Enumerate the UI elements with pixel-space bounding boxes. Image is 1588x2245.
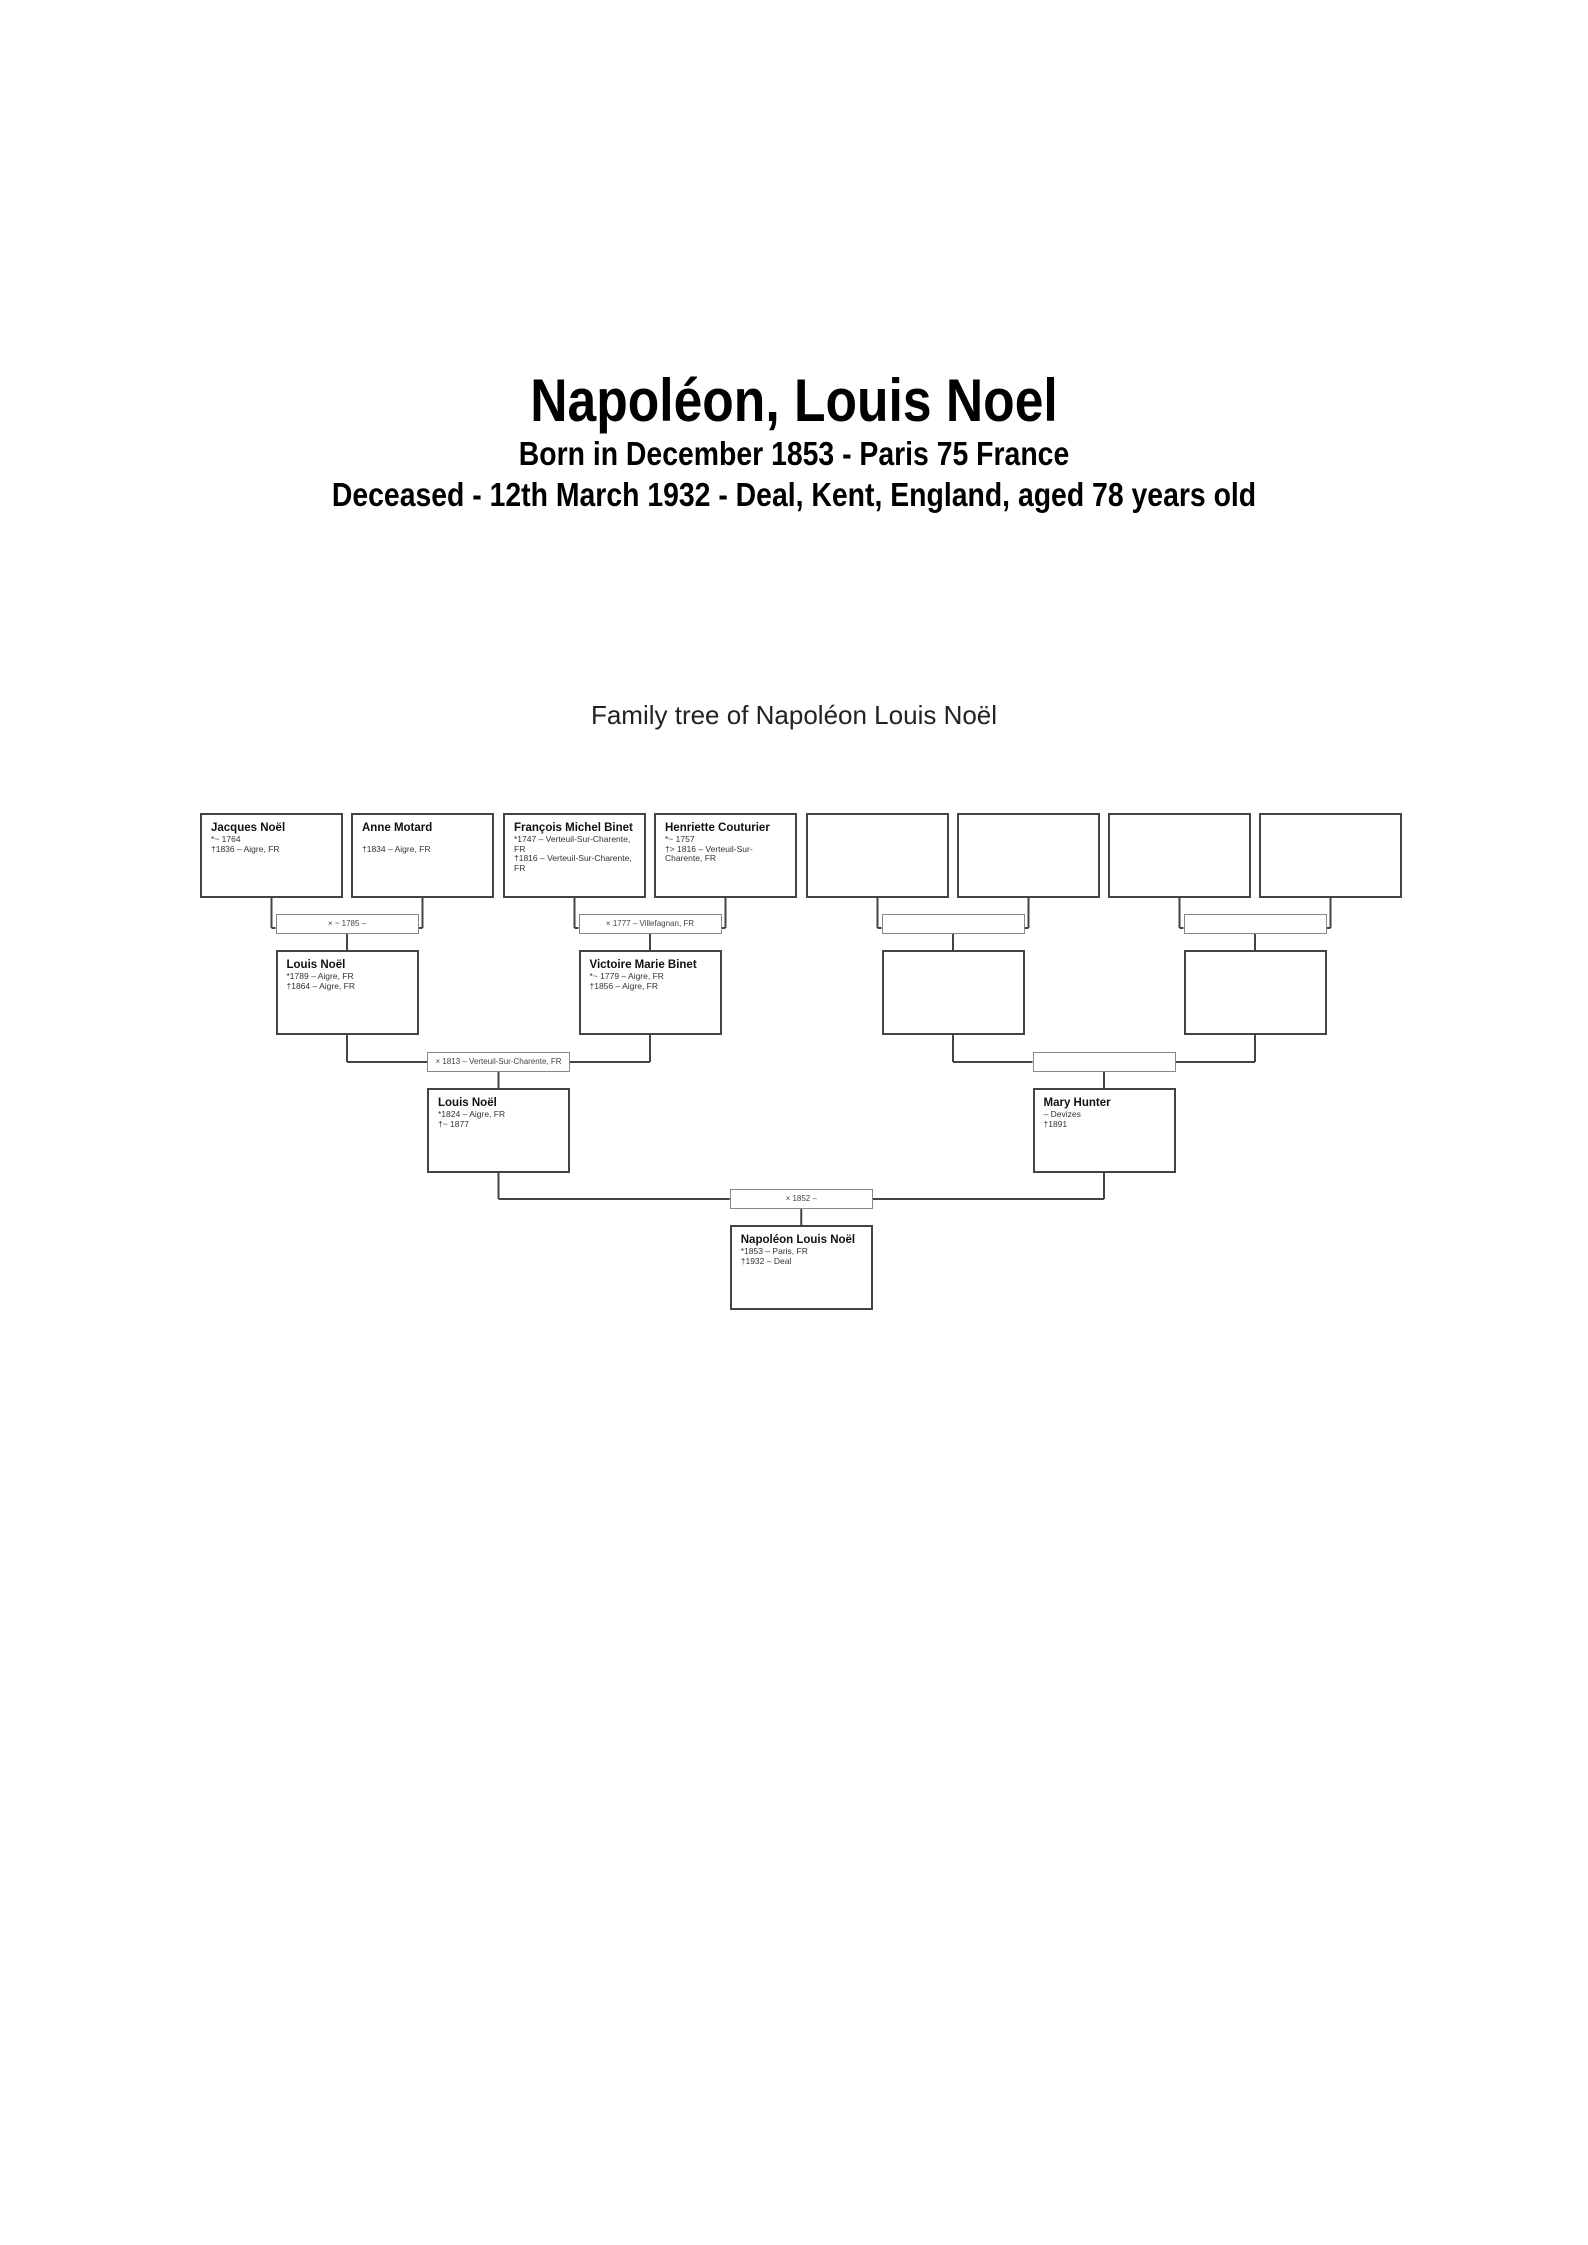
person-box[interactable] bbox=[1033, 1088, 1176, 1173]
person-detail: FR bbox=[514, 862, 526, 873]
marriage-label: × 1852 – bbox=[730, 1189, 873, 1209]
person-detail: †~ 1877 bbox=[438, 1118, 469, 1129]
person-detail: †1816 – Verteuil-Sur-Charente, bbox=[514, 853, 632, 863]
person-detail: †1856 – Aigre, FR bbox=[589, 980, 659, 991]
person-detail: †1891 bbox=[1043, 1118, 1068, 1129]
person-detail: *~ 1779 – Aigre, FR bbox=[589, 971, 664, 981]
person-name: Louis Noël bbox=[438, 1097, 497, 1109]
person-name: Napoléon Louis Noël bbox=[740, 1234, 856, 1246]
person-detail: †1834 – Aigre, FR bbox=[362, 843, 431, 854]
person-detail: †1932 – Deal bbox=[740, 1255, 792, 1266]
person-box[interactable] bbox=[503, 813, 646, 898]
person-detail: Charente, FR bbox=[665, 853, 717, 863]
person-name: François Michel Binet bbox=[514, 822, 633, 834]
family-tree-title: Family tree of Napoléon Louis Noël bbox=[590, 700, 998, 730]
person-name: Anne Motard bbox=[362, 822, 433, 834]
marriage-label: × 1813 – Verteuil-Sur-Charente, FR bbox=[427, 1052, 570, 1072]
person-detail: *~ 1757 bbox=[665, 834, 695, 844]
person-box[interactable] bbox=[730, 1225, 873, 1310]
person-box[interactable] bbox=[806, 813, 949, 898]
person-detail: – Devizes bbox=[1043, 1109, 1081, 1119]
marriage-label: × ~ 1785 – bbox=[276, 914, 419, 934]
marriage-label bbox=[1033, 1052, 1176, 1072]
person-detail: *1824 – Aigre, FR bbox=[438, 1109, 506, 1119]
person-box[interactable] bbox=[1108, 813, 1251, 898]
person-box[interactable] bbox=[957, 813, 1100, 898]
person-name: Jacques Noël bbox=[211, 822, 286, 834]
person-detail: *1789 – Aigre, FR bbox=[286, 971, 354, 981]
marriage-label bbox=[882, 914, 1025, 934]
person-name: Louis Noël bbox=[286, 959, 346, 971]
person-detail: *1747 – Verteuil-Sur-Charente, bbox=[514, 834, 631, 844]
person-box[interactable] bbox=[654, 813, 797, 898]
person-name: Victoire Marie Binet bbox=[589, 959, 697, 971]
person-box[interactable] bbox=[276, 950, 419, 1035]
person-box[interactable] bbox=[427, 1088, 570, 1173]
person-name: Henriette Couturier bbox=[665, 822, 770, 834]
person-detail: †1864 – Aigre, FR bbox=[286, 980, 356, 991]
person-box[interactable] bbox=[882, 950, 1025, 1035]
person-name: Mary Hunter bbox=[1043, 1097, 1111, 1109]
person-box[interactable] bbox=[1259, 813, 1402, 898]
person-detail: †> 1816 – Verteuil-Sur- bbox=[665, 843, 753, 854]
person-box[interactable] bbox=[1184, 950, 1327, 1035]
person-box[interactable] bbox=[351, 813, 494, 898]
marriage-label bbox=[1184, 914, 1327, 934]
person-detail: †1836 – Aigre, FR bbox=[211, 843, 280, 854]
person-box[interactable] bbox=[200, 813, 343, 898]
death-info: Deceased - 12th March 1932 - Deal, Kent, England, aged 78 years old bbox=[331, 476, 1257, 513]
page-title: Napoléon, Louis Noel bbox=[530, 367, 1058, 434]
birth-info: Born in December 1853 - Paris 75 France bbox=[518, 435, 1070, 472]
person-detail: *~ 1764 bbox=[211, 834, 241, 844]
person-detail: *1853 – Paris, FR bbox=[740, 1246, 808, 1256]
marriage-label: × 1777 – Villefagnan, FR bbox=[579, 914, 722, 934]
person-detail: FR bbox=[514, 843, 526, 854]
person-box[interactable] bbox=[579, 950, 722, 1035]
